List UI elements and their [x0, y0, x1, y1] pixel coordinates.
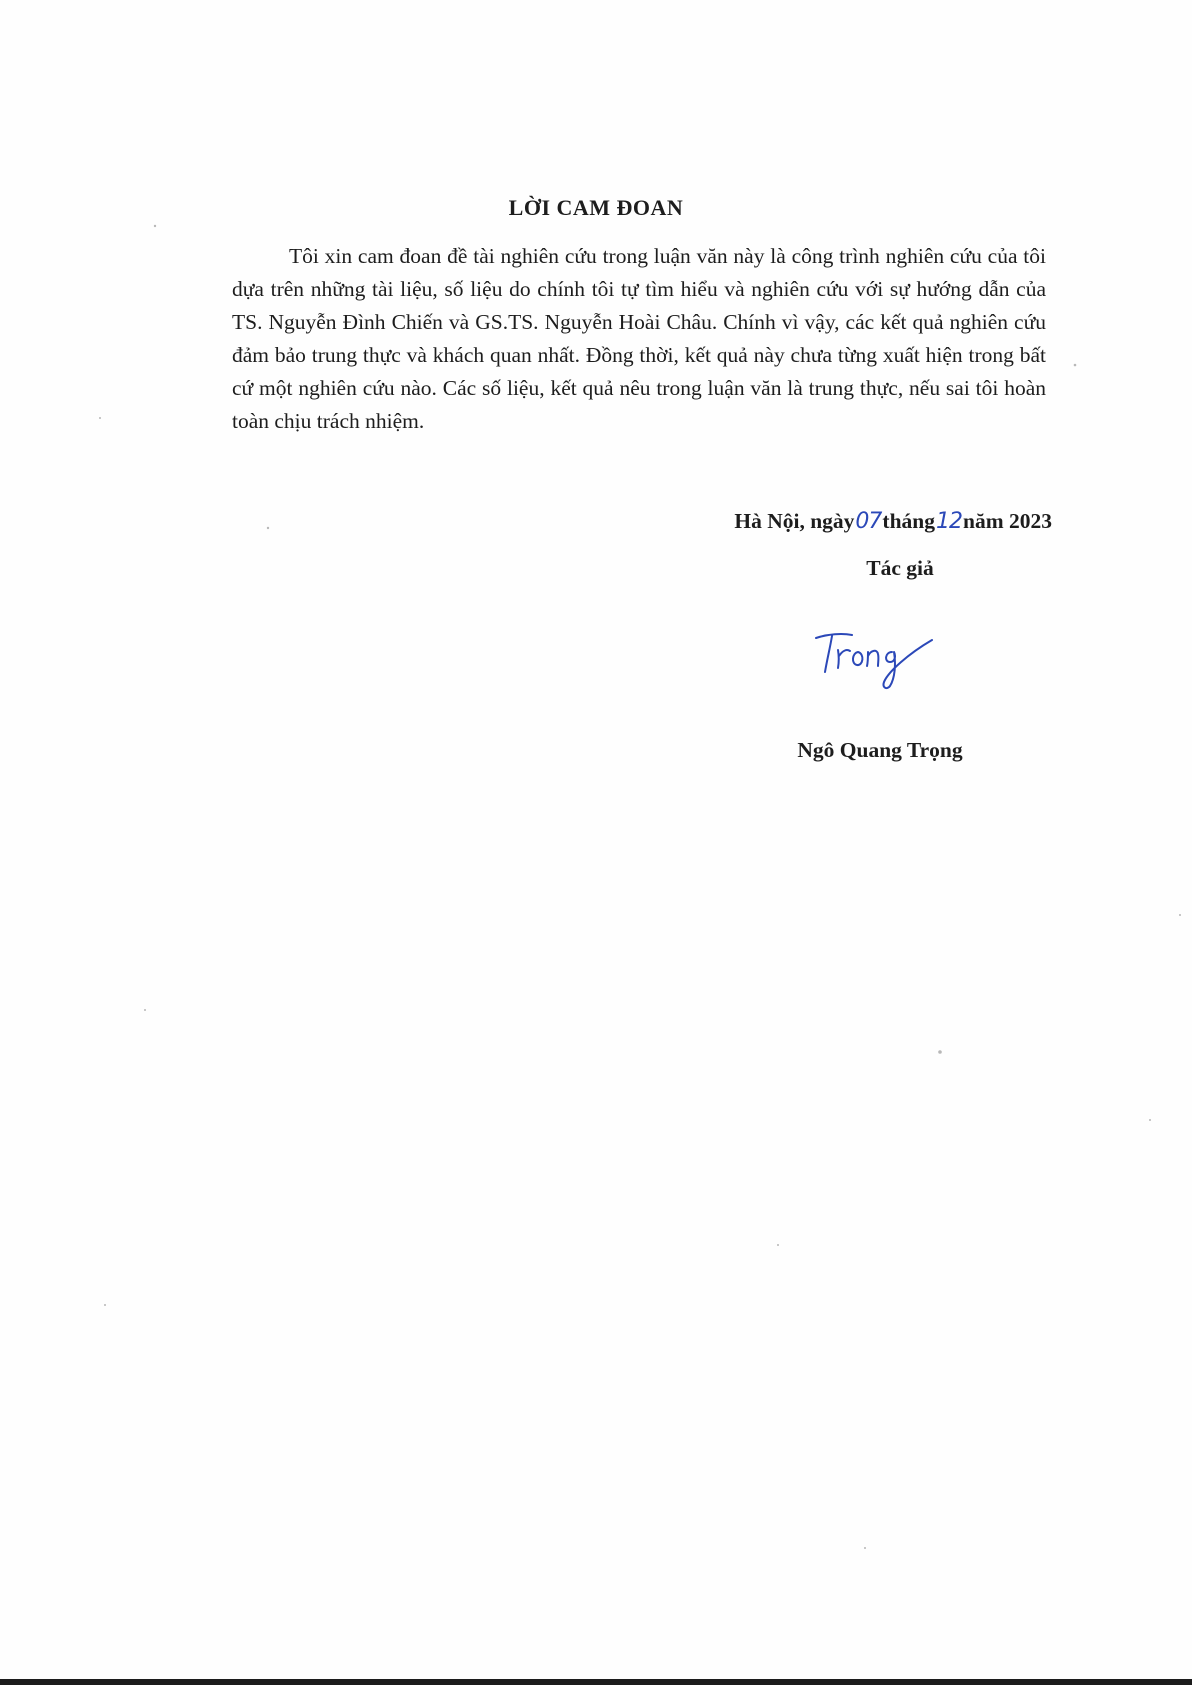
declaration-paragraph: Tôi xin cam đoan đề tài nghiên cứu trong luận văn này là công trình nghiên cứu của tôi dựa trên những tài liệu, số liệu do chính tôi tự tìm hiểu và nghiên cứu với sự hướng dẫn của TS. Nguyễn Đình Chiến và GS.TS. Nguyễn Hoài Châu. Chính vì vậy, các kết quả nghiên cứu đảm bảo trung thực và khách quan nhất. Đồng thời, kết quả này chưa từng xuất hiện trong bất cứ một nghiên cứu nào. Các số liệu, kết quả nêu trong luận văn là trung thực, nếu sai tôi hoàn toàn chịu trách nhiệm. [232, 244, 1046, 433]
author-role: Tác giả [866, 556, 934, 580]
date-line [734, 509, 1052, 534]
date-month-label: tháng [882, 509, 935, 533]
handwritten-day: 07 [855, 509, 882, 534]
page-bottom-edge [0, 1679, 1192, 1685]
signature [808, 620, 938, 710]
document-title: LỜI CAM ĐOAN [508, 195, 684, 220]
date-place-prefix: Hà Nội, ngày [734, 509, 855, 533]
author-name: Ngô Quang Trọng [797, 738, 963, 762]
handwritten-month: 12 [936, 509, 962, 534]
date-year-label: năm 2023 [963, 509, 1052, 533]
